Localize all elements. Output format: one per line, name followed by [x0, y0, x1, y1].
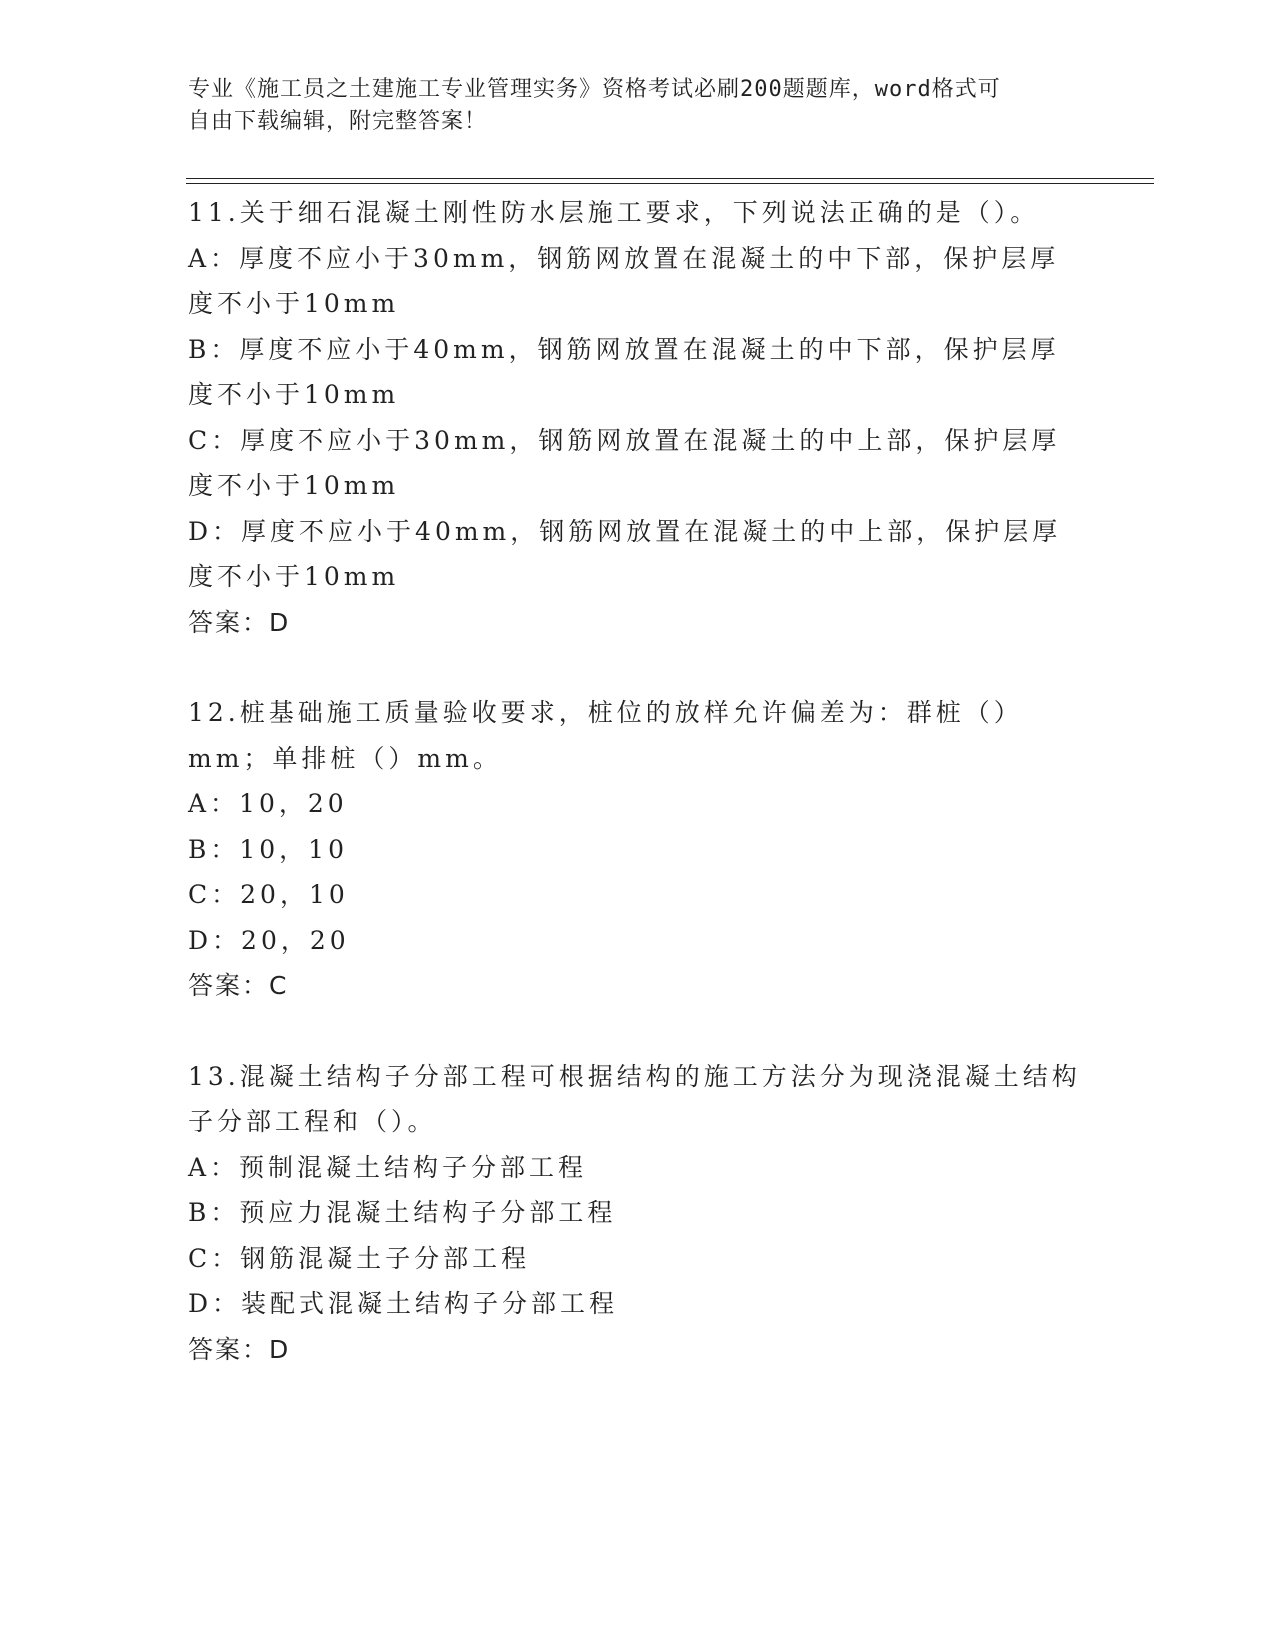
- answer-label: 答案：D: [188, 607, 291, 637]
- option-c: C：厚度不应小于30mm，钢筋网放置在混凝土的中上部，保护层厚度不小于10mm: [188, 425, 1061, 500]
- option-c: C：20，10: [188, 880, 349, 909]
- option-a: A：10，20: [188, 789, 348, 818]
- answer-label: 答案：C: [188, 971, 289, 1000]
- header-divider-top: [186, 178, 1154, 179]
- option-a: A：预制混凝土结构子分部工程: [188, 1152, 588, 1182]
- question-list: [188, 190, 1088, 1417]
- question-text: 12.桩基础施工质量验收要求，桩位的放样允许偏差为：群桩（）mm；单排桩（）mm。: [188, 698, 1023, 773]
- question-11: [188, 190, 1088, 645]
- option-c: C：钢筋混凝土子分部工程: [188, 1243, 531, 1273]
- question-12: [188, 690, 1088, 1009]
- option-b: B：厚度不应小于40mm，钢筋网放置在混凝土的中下部，保护层厚度不小于10mm: [188, 334, 1060, 409]
- option-b: B：10，10: [188, 834, 348, 864]
- option-d: D：装配式混凝土结构子分部工程: [188, 1289, 619, 1318]
- question-13: [188, 1054, 1088, 1373]
- document-header: [188, 74, 1068, 138]
- option-b: B：预应力混凝土结构子分部工程: [188, 1198, 617, 1227]
- option-d: D：20，20: [188, 925, 350, 955]
- question-text: 11.关于细石混凝土刚性防水层施工要求，下列说法正确的是（）。: [188, 198, 1040, 227]
- answer-label: 答案：D: [188, 1334, 291, 1364]
- option-d: D：厚度不应小于40mm，钢筋网放置在混凝土的中上部，保护层厚度不小于10mm: [188, 516, 1062, 591]
- question-text: 13.混凝土结构子分部工程可根据结构的施工方法分为现浇混凝土结构子分部工程和（）。: [188, 1061, 1081, 1136]
- header-divider-bottom: [186, 183, 1154, 184]
- option-a: A：厚度不应小于30mm，钢筋网放置在混凝土的中下部，保护层厚度不小于10mm: [188, 243, 1060, 318]
- header-line-2: 自由下载编辑，附完整答案！: [188, 109, 488, 134]
- header-line-1: 专业《施工员之土建施工专业管理实务》资格考试必刷200题题库，word格式可: [188, 77, 1001, 102]
